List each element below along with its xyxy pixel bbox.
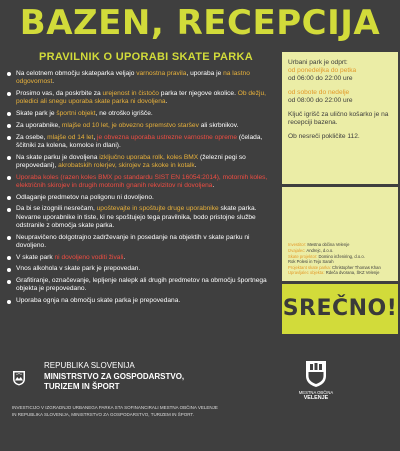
rule-text: Na skate parku je dovoljena [16,153,100,161]
credit-label: Upravljalec objekta: [288,270,325,276]
republic-name: REPUBLIKA SLOVENIJA [44,361,135,370]
rule-item [6,254,274,262]
ministry-name-line1: MINISTRSTVO ZA GOSPODARSTVO, [44,371,185,381]
rule-text: mlajše od 14 let [47,133,94,141]
credit-label: Projektant skate parka: [288,264,331,270]
rule-text: Grafitiranje, označevanje, lepljenje nalepk ali drugih predmetov na območju športnega objekta je prepovedano. [16,277,267,293]
rule-text: urejenost in čistočo [102,90,159,97]
rule-text: (železni pegi so prepovedani), [16,153,246,169]
rule-text: akrobatskih rolerjev, skirojev za skoke in kotalk [58,161,195,169]
investment-line1: INVESTICIJO V IZGRADNJO URBANEGA PARKA STA SOFINANCIRALI MESTNA OBČINA VELENJE [12,405,218,410]
rule-item [6,234,274,250]
rule-text: , [93,133,98,141]
credit-label: Skate projektor: [288,253,318,259]
rule-text: Prosimo vas, da poskrbite za [16,90,103,97]
rule-text: Da bi se izognili nesrečam, [16,205,97,213]
rule-text: Odlaganje predmetov na poligonu ni dovoljeno. [16,193,154,201]
rule-text: Na celotnem območju skateparka veljajo [16,70,137,77]
credit-value: Christopher Thomas Khan [332,264,381,270]
credits-list [288,242,381,276]
credit-label: Izvajalec: [288,248,306,254]
rule-text: V skate park [16,253,55,261]
rule-text: Uporaba ognja na območju skate parka je prepovedana. [16,297,181,305]
rule-text: Neupravičeno dolgotrajno zadrževanje in posedanje na objektih v skate parku ni dovoljeno. [16,233,250,249]
rule-item [6,70,274,86]
page-subtitle: PRAVILNIK O UPORABI SKATE PARKA [38,51,254,63]
rule-item [6,110,274,118]
opening-hours-panel [282,52,398,184]
credit-value: Rdeča dvorana, ŠKZ Velenje [325,270,380,276]
rule-item [6,297,274,305]
credit-label: Investitor: [288,242,307,248]
slogan: SREČNO! [282,284,398,334]
weekday-hours: od 06:00 do 22:00 ure [288,75,353,82]
rule-text: , uporaba je [186,70,224,77]
rule-text: . [123,253,126,261]
rule-item [6,277,274,293]
rule-item [6,122,274,130]
rule-text: mlajše od 10 let, je obvezno spremstvo staršev [61,121,199,129]
rule-text: ni dovoljeno voditi živali [54,253,124,261]
rule-text: skate parka. Nevarne uporabnike in tiste, ki ne spoštujejo tega pravilnika, bodo pristojne službe odstranile z območja skate parka. [16,205,257,229]
credit-value: Rok Polesi in Tejo Sarah [288,259,334,265]
rule-text: varnostna pravila [136,70,187,77]
rule-text: Skate park je [16,110,57,117]
rule-text: izključno uporaba rolk, koles BMX [99,153,199,161]
rule-text: . [165,98,168,106]
rule-text: , ne otroško igrišče. [95,110,153,117]
rule-text: parka ter njegove okolice. [158,90,238,97]
rule-text: Ob dežju, poledici ali snegu uporaba skate parka ni dovoljena [16,90,266,106]
rule-item [6,174,274,190]
rule-text: . [194,161,197,169]
footer [0,348,400,451]
weekend-label: od sobote do nedelje [288,89,350,96]
rule-item [6,154,274,170]
rule-text: na lastno odgovornost [16,70,250,86]
weekend-hours: od 08:00 do 22:00 ure [288,97,353,104]
rule-text: je obvezna uporaba ustrezne varnostne opreme [97,133,238,141]
slovenia-crest-icon [12,370,26,386]
rule-item [6,134,274,150]
weekday-label: od ponedeljka do petka [288,67,357,74]
credit-value: Domino inženiring, d.o.o. [318,253,365,259]
credit-value: Andrejc, d.o.o. [306,248,334,254]
credit-line [288,270,381,276]
municipality-small: MESTNA OBČINA [298,390,334,395]
investment-note [12,405,277,419]
rule-item [6,265,274,273]
rule-item [6,194,274,202]
rule-text: športni objekt [56,110,96,117]
credit-value: Mestna občina Velenje [307,242,350,248]
rule-text: . [52,78,55,86]
ministry-block [44,361,184,393]
rule-text: Uporaba koles (razen koles BMX po standardu SIST EN 16054:2014), motornih koles, električnih skirojev in drugih motornih gnanih rekvizitov ni dovoljena [16,173,268,189]
investment-line2: IN REPUBLIKA SLOVENIJA, MINISTRSTVO ZA GOSPODARSTVO, TURIZEM IN ŠPORT. [12,411,194,417]
ministry-name-line2: TURIZEM IN ŠPORT [44,382,120,391]
open-label: Urbani park je odprt: [288,59,348,66]
velenje-crest-icon [305,360,327,388]
rule-text: Za osebe, [16,133,48,141]
credits-panel [282,187,398,281]
rule-text: Za uporabnike, [16,121,62,129]
rule-text: ali skrbnikov. [198,121,239,129]
municipality-label [290,390,342,401]
rules-list [6,70,274,309]
emergency-note: Ob nesreči pokličite 112. [288,133,360,140]
rule-text: . [212,181,215,189]
municipality-big: VELENJE [303,394,329,401]
key-note: Ključ igrišč za ulično košarko je na recepciji bazena. [288,111,389,126]
rule-text: upoštevajte in spoštujte druge uporabnike [96,205,219,213]
page-title: BAZEN, RECEPCIJA [19,3,381,43]
rule-item [6,205,274,230]
rule-item [6,90,274,106]
rule-text: Vnos alkohola v skate park je prepovedan. [16,265,141,273]
rule-text: (čelada, ščitniki za kolena, komolce in dlani). [16,133,263,149]
